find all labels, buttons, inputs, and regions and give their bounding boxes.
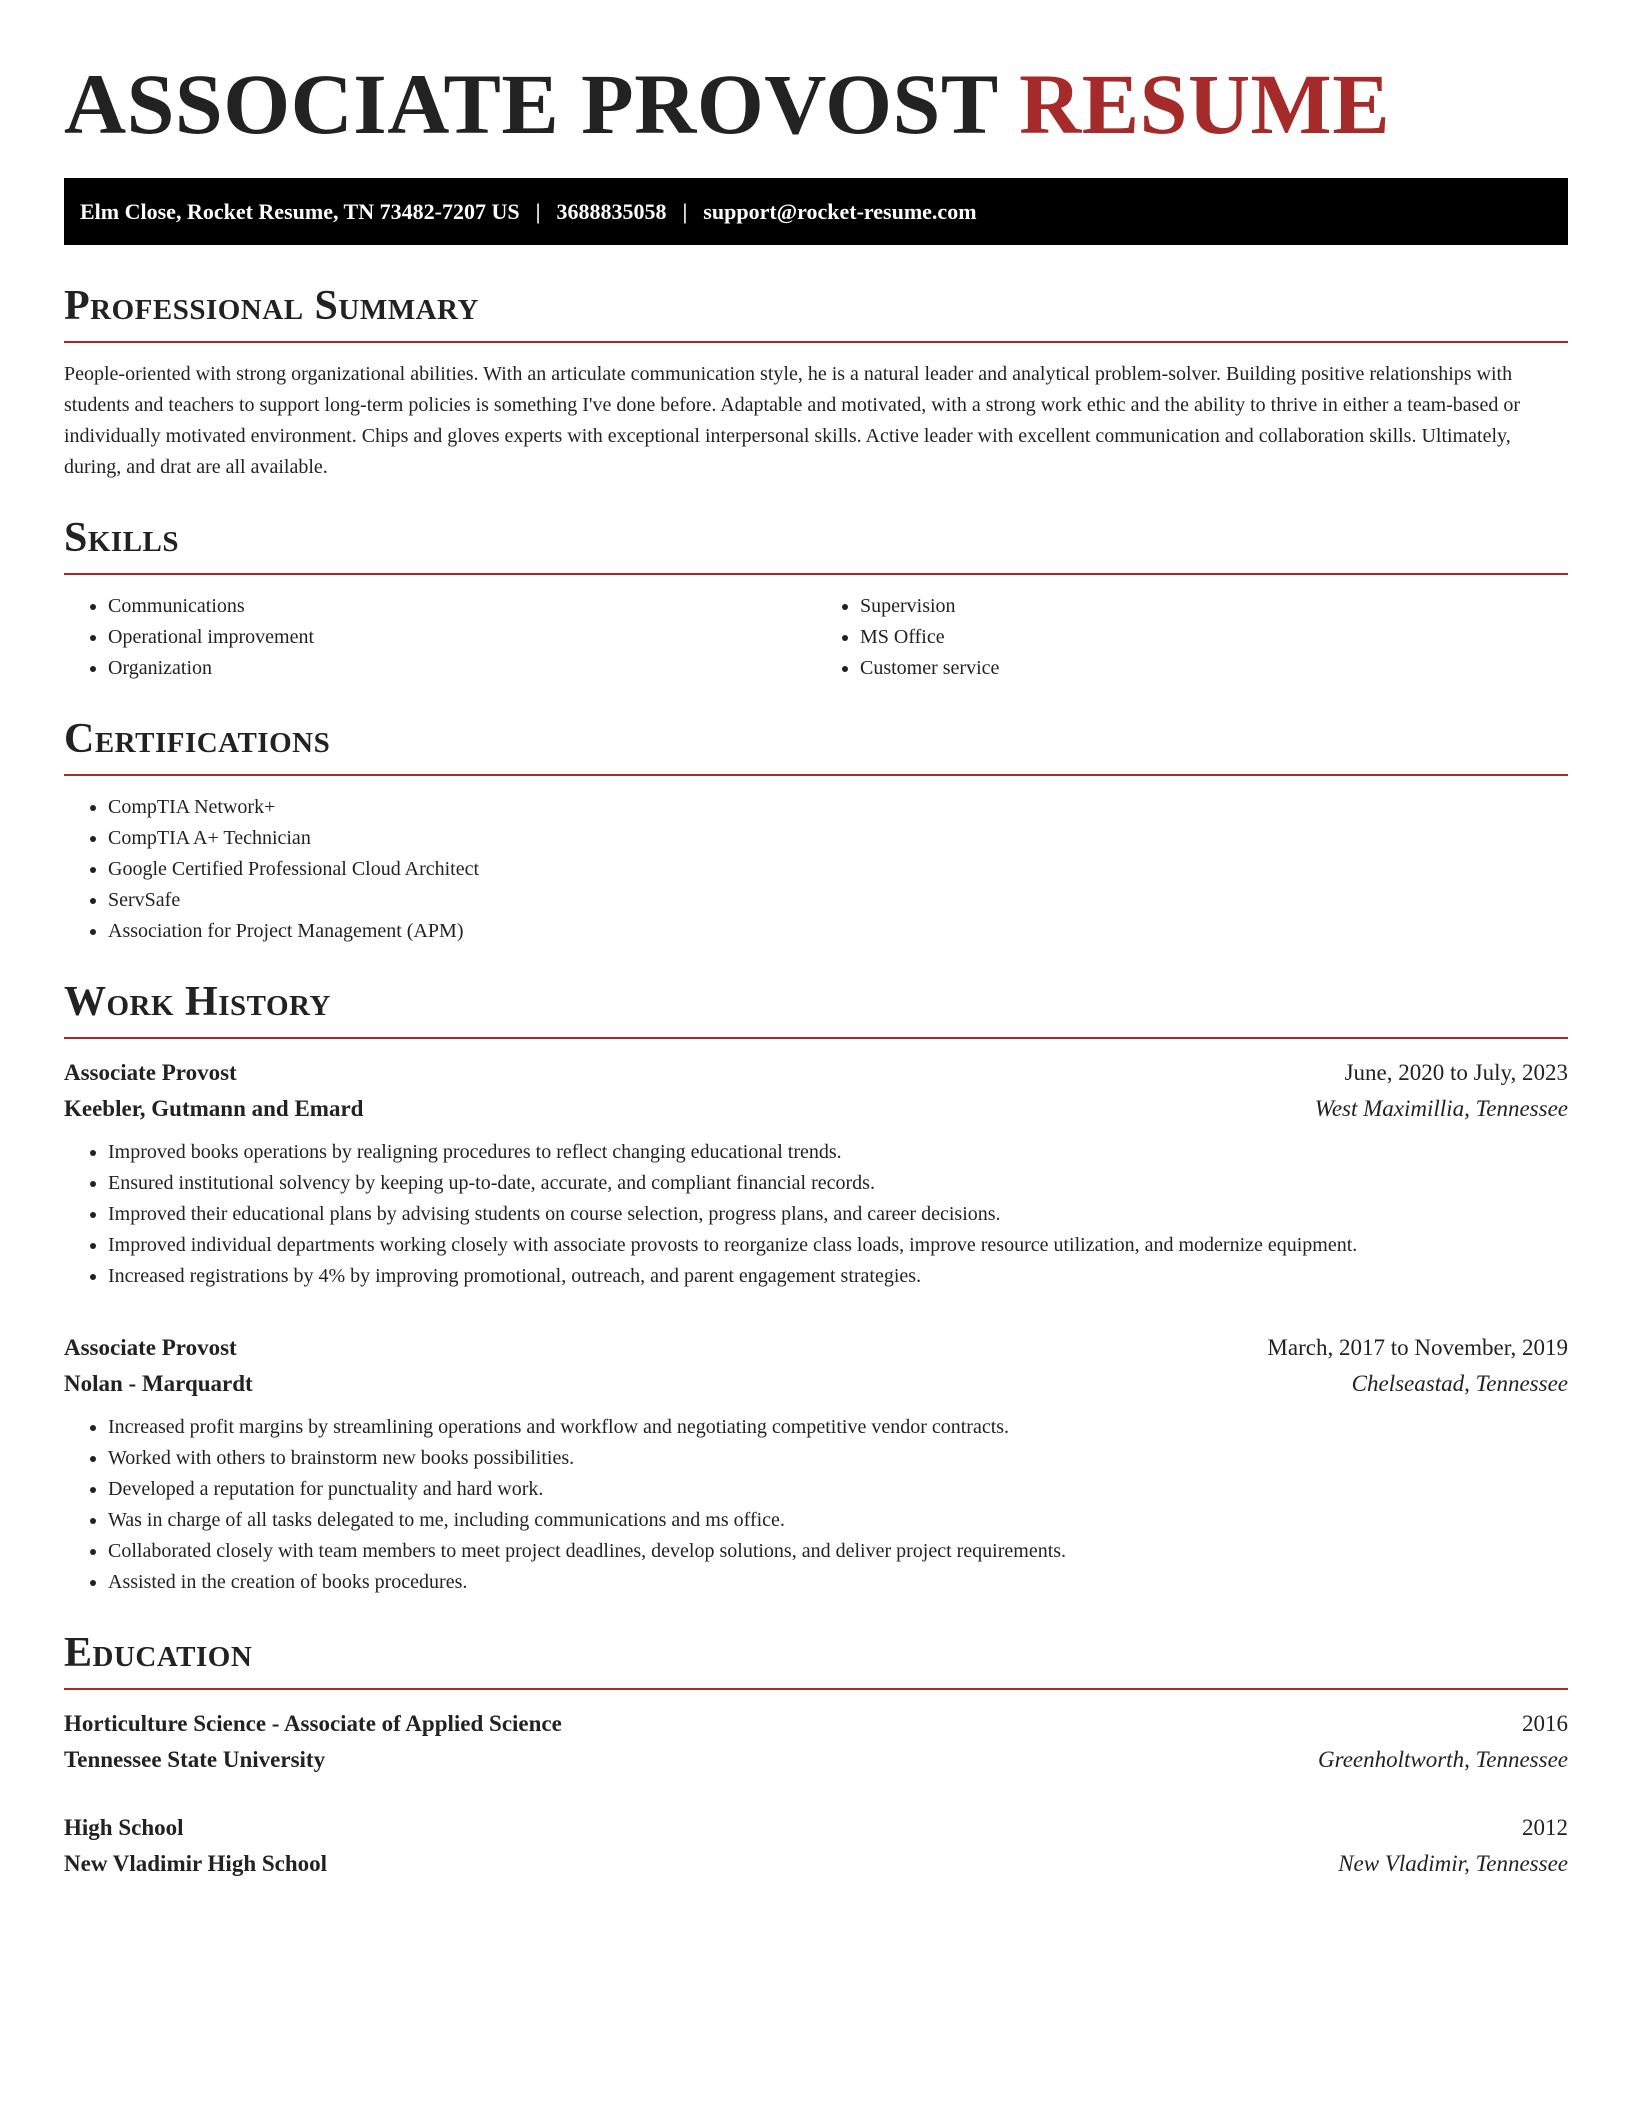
job-entry — [64, 1055, 1568, 1292]
resume-title — [64, 56, 1568, 152]
job-bullets — [64, 1137, 1568, 1292]
job-bullet: • Improved individual departments working closely with associate provosts to reorganize class loads, improve resource utilization, and modernize equipment. — [108, 1230, 1568, 1261]
certifications-heading: Certifications — [64, 716, 331, 762]
job-bullet: • Assisted in the creation of books procedures. — [108, 1567, 1568, 1598]
job-bullets — [64, 1412, 1568, 1598]
certifications-section — [64, 714, 1568, 947]
section-divider — [64, 573, 1568, 575]
contact-separator: | — [535, 198, 541, 224]
job-header-row — [64, 1330, 1568, 1366]
education-header-row — [64, 1706, 1568, 1742]
certification-item: • CompTIA Network+ — [108, 792, 1568, 823]
job-bullet: • Collaborated closely with team members to meet project deadlines, develop solutions, and deliver project requirements. — [108, 1536, 1568, 1567]
job-title: Associate Provost — [64, 1335, 237, 1360]
skill-item: • Organization — [108, 653, 816, 684]
certification-item: • Association for Project Management (APM) — [108, 916, 1568, 947]
education-heading: Education — [64, 1630, 253, 1676]
section-divider — [64, 1688, 1568, 1690]
education-school-row — [64, 1742, 1568, 1778]
job-company: Nolan - Marquardt — [64, 1371, 253, 1396]
job-bullet: • Increased profit margins by streamlining operations and workflow and negotiating competitive vendor contracts. — [108, 1412, 1568, 1443]
section-divider — [64, 341, 1568, 343]
job-location: West Maximillia, Tennessee — [1314, 1096, 1568, 1121]
education-year: 2016 — [1522, 1711, 1568, 1736]
title-accent: RESUME — [1019, 56, 1391, 152]
job-bullet: • Increased registrations by 4% by improving promotional, outreach, and parent engagement strategies. — [108, 1261, 1568, 1292]
contact-separator: | — [682, 198, 688, 224]
certification-item: • ServSafe — [108, 885, 1568, 916]
certification-item: • CompTIA A+ Technician — [108, 823, 1568, 854]
title-main: ASSOCIATE PROVOST — [64, 56, 998, 152]
skills-list-left — [64, 591, 816, 684]
job-title: Associate Provost — [64, 1060, 237, 1085]
work-history-heading: Work History — [64, 979, 331, 1025]
skills-list-right — [816, 591, 1568, 684]
job-bullet: • Improved their educational plans by advising students on course selection, progress plans, and career decisions. — [108, 1199, 1568, 1230]
job-bullet: • Improved books operations by realigning procedures to reflect changing educational trends. — [108, 1137, 1568, 1168]
job-company-row — [64, 1366, 1568, 1402]
job-bullet: • Developed a reputation for punctuality and hard work. — [108, 1474, 1568, 1505]
summary-text: People-oriented with strong organizational abilities. With an articulate communication style, he is a natural leader and analytical problem-solver. Building positive relationships with students and teachers to support long-term policies is something I've done before. Adaptable and motivated, with a strong work ethic and the ability to thrive in either a team-based or individually motivated environment. Chips and gloves experts with exceptional interpersonal skills. Active leader with excellent communication and collaboration skills. Ultimately, during, and drat are all available. — [64, 363, 1520, 478]
job-location: Chelseastad, Tennessee — [1351, 1371, 1568, 1396]
job-bullet: • Worked with others to brainstorm new books possibilities. — [108, 1443, 1568, 1474]
education-school: Tennessee State University — [64, 1747, 326, 1772]
education-location: Greenholtworth, Tennessee — [1317, 1747, 1568, 1772]
job-entry — [64, 1330, 1568, 1598]
education-section — [64, 1628, 1568, 1882]
summary-section — [64, 281, 1568, 483]
job-bullet: • Ensured institutional solvency by keeping up-to-date, accurate, and compliant financial records. — [108, 1168, 1568, 1199]
education-degree: High School — [64, 1815, 184, 1840]
skill-item: • Customer service — [860, 653, 1568, 684]
work-history-section — [64, 977, 1568, 1598]
skill-item: • Operational improvement — [108, 622, 816, 653]
job-company-row — [64, 1091, 1568, 1127]
contact-email: support@rocket-resume.com — [703, 198, 977, 224]
job-bullet: • Was in charge of all tasks delegated to me, including communications and ms office. — [108, 1505, 1568, 1536]
section-divider — [64, 774, 1568, 776]
job-dates: June, 2020 to July, 2023 — [1344, 1060, 1568, 1085]
skill-item: • Communications — [108, 591, 816, 622]
education-location: New Vladimir, Tennessee — [1338, 1851, 1568, 1876]
skills-heading: Skills — [64, 515, 180, 561]
contact-phone: 3688835058 — [556, 198, 667, 224]
education-header-row — [64, 1810, 1568, 1846]
certifications-list — [64, 792, 1568, 947]
section-divider — [64, 1037, 1568, 1039]
education-entry — [64, 1810, 1568, 1882]
skills-grid — [64, 591, 1568, 684]
summary-heading: Professional Summary — [64, 283, 479, 329]
contact-address: Elm Close, Rocket Resume, TN 73482-7207 US — [80, 198, 520, 224]
skill-item: • Supervision — [860, 591, 1568, 622]
skills-section — [64, 513, 1568, 684]
education-school: New Vladimir High School — [64, 1851, 328, 1876]
education-school-row — [64, 1846, 1568, 1882]
education-degree: Horticulture Science - Associate of Applied Science — [64, 1711, 562, 1736]
education-entry — [64, 1706, 1568, 1778]
job-header-row — [64, 1055, 1568, 1091]
job-company: Keebler, Gutmann and Emard — [64, 1096, 364, 1121]
job-dates: March, 2017 to November, 2019 — [1267, 1335, 1568, 1360]
skill-item: • MS Office — [860, 622, 1568, 653]
education-year: 2012 — [1522, 1815, 1568, 1840]
certification-item: • Google Certified Professional Cloud Architect — [108, 854, 1568, 885]
contact-bar — [64, 178, 1568, 245]
